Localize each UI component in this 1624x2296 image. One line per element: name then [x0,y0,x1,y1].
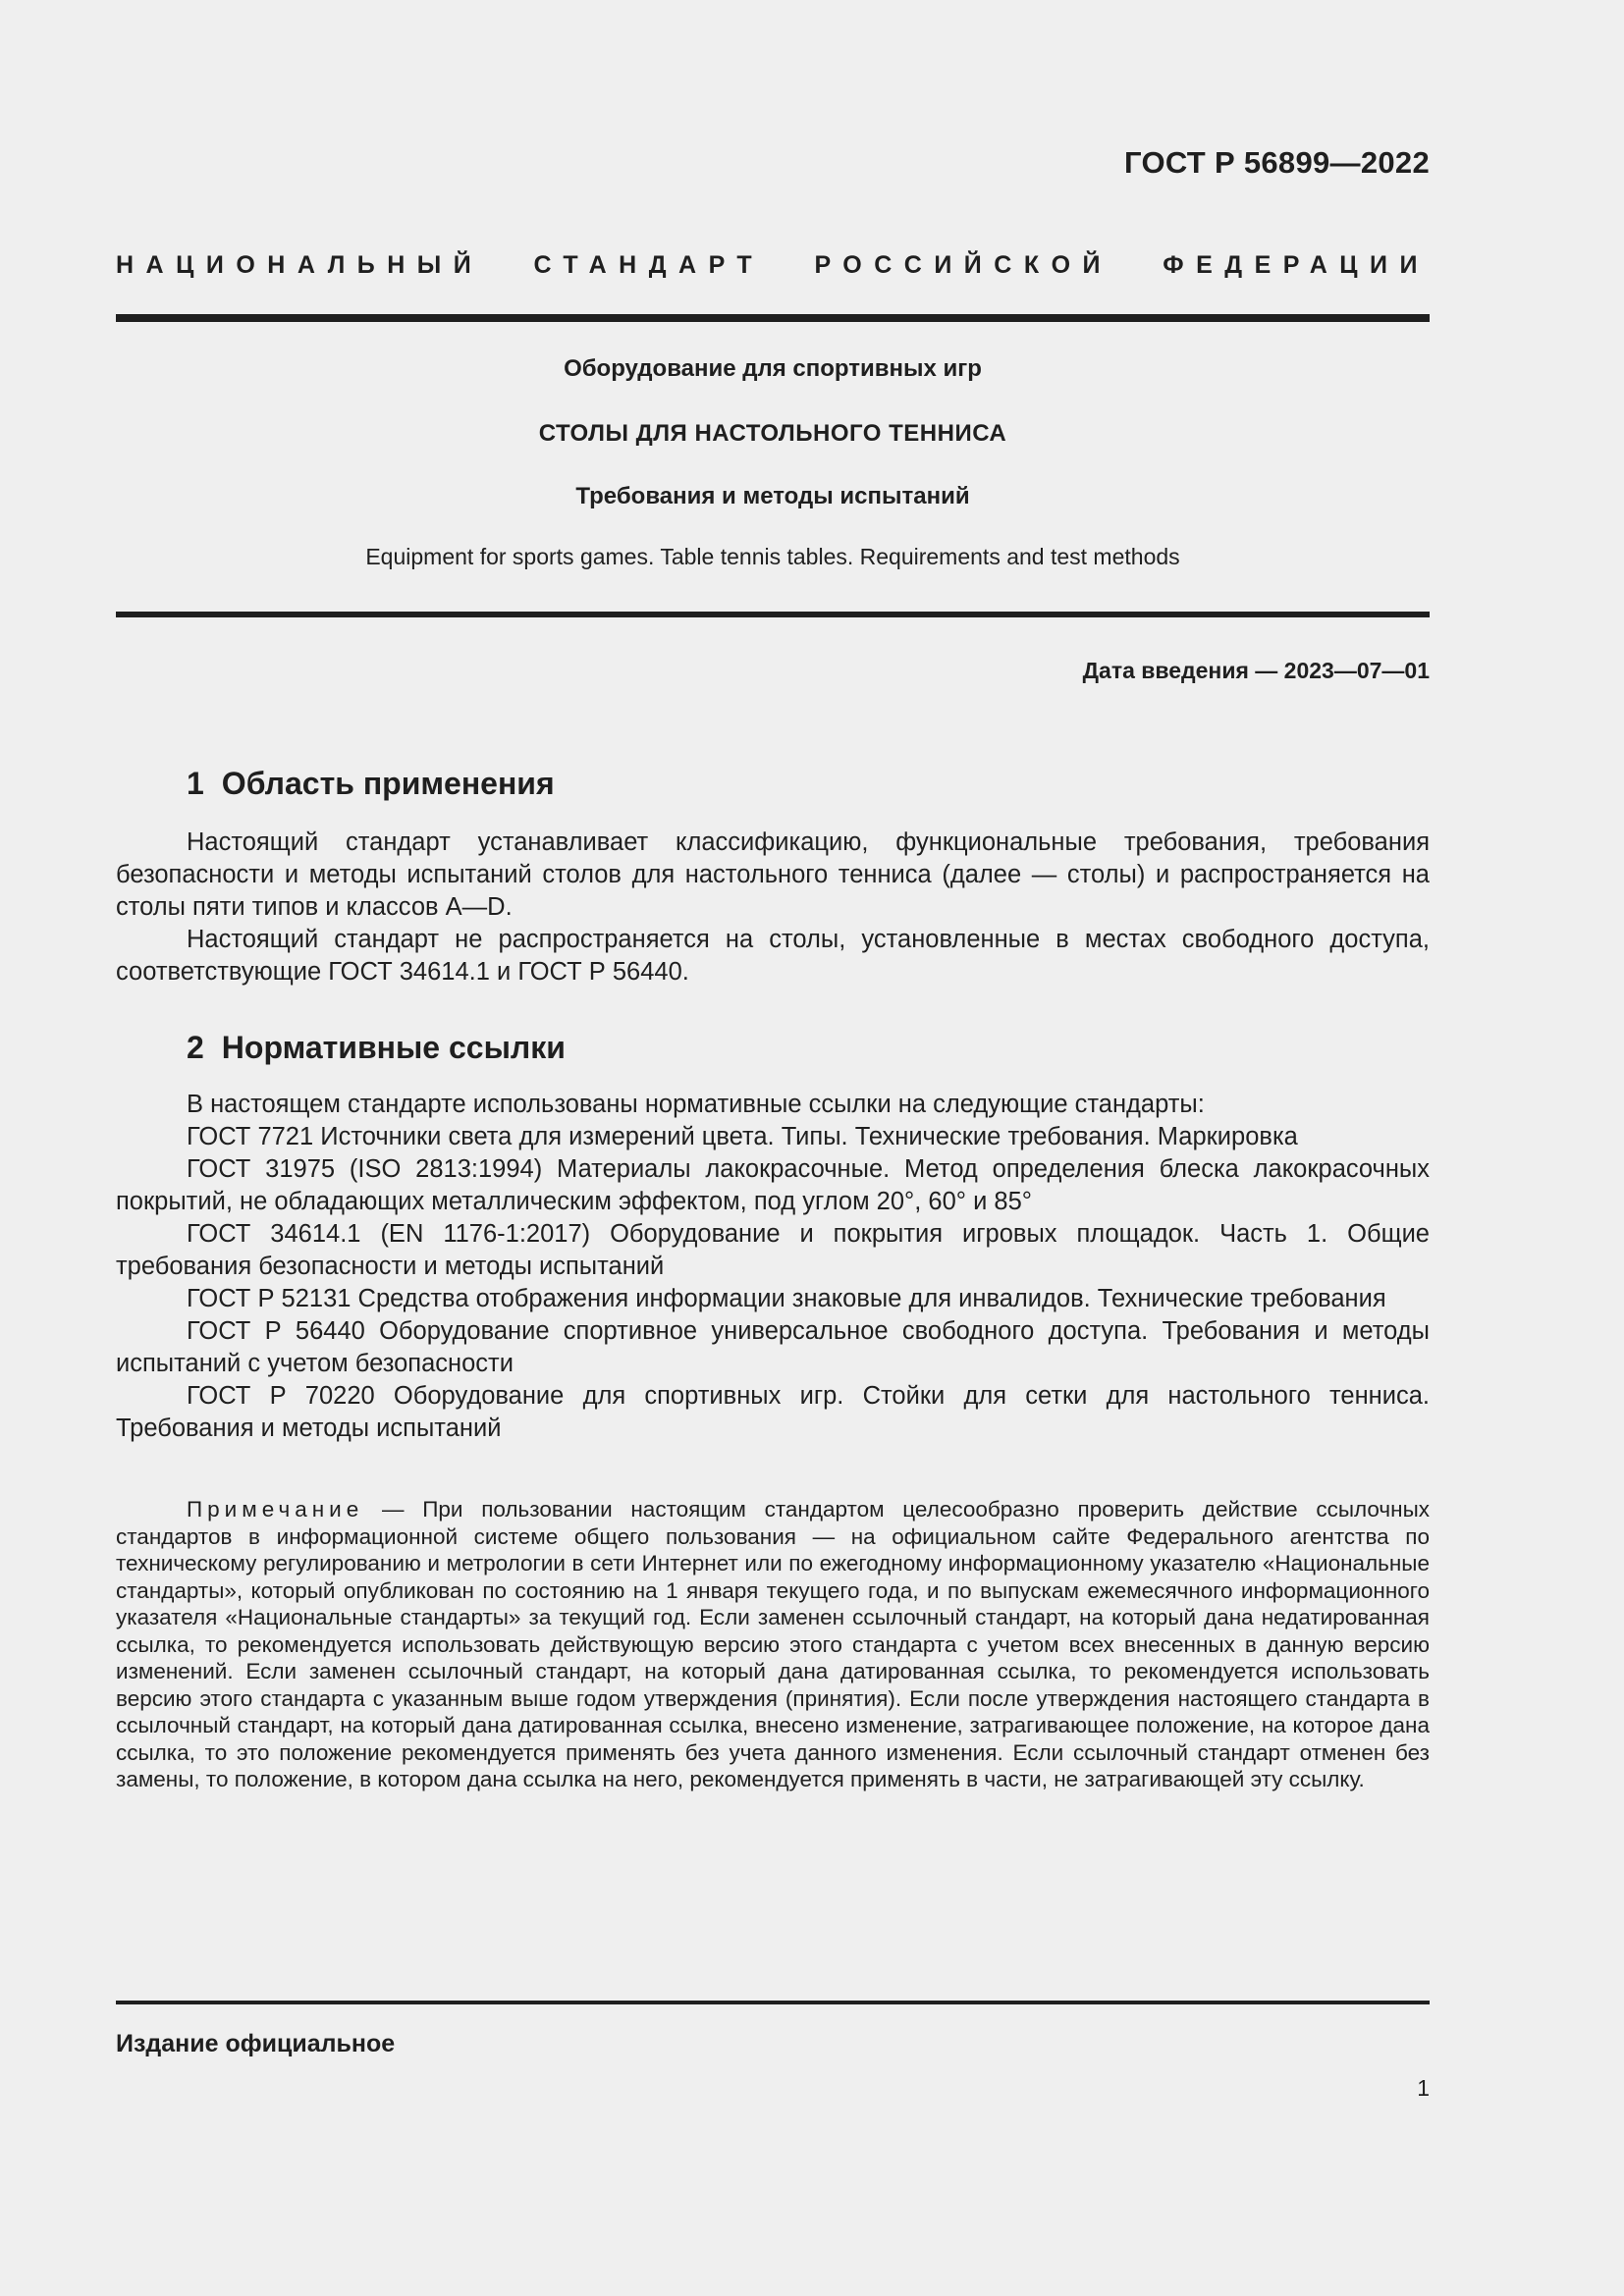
national-standard-banner: НАЦИОНАЛЬНЫЙ СТАНДАРТ РОССИЙСКОЙ ФЕДЕРАЦИИ [116,251,1430,279]
paragraph: Настоящий стандарт устанавливает классификацию, функциональные требования, требования безопасности и методы испытаний столов для настольного тенниса (далее — столы) и распространяется на столы пяти типов и классов A—D. [116,828,1430,921]
standard-category: Оборудование для спортивных игр [564,355,982,382]
reference-item: ГОСТ 7721 Источники света для измерений цвета. Типы. Технические требования. Маркировка [187,1123,1298,1150]
edition-label: Издание официальное [116,2030,396,2057]
section-heading-scope [187,766,555,802]
section-title: Область применения [221,766,555,801]
section-number: 2 [187,1030,204,1065]
document-title: СТОЛЫ ДЛЯ НАСТОЛЬНОГО ТЕННИСА [538,420,1007,447]
reference-item: ГОСТ 31975 (ISO 2813:1994) Материалы лакокрасочные. Метод определения блеска лакокрасочных покрытий, не обладающих металлическим эффектом, под углом 20°, 60° и 85° [116,1155,1430,1215]
document-code: ГОСТ Р 56899—2022 [1124,145,1430,180]
title-divider [116,612,1430,617]
document-subtitle: Требования и методы испытаний [575,483,970,509]
page-number: 1 [1417,2075,1430,2101]
note-label: Примечание [187,1497,364,1522]
reference-item: ГОСТ Р 70220 Оборудование для спортивных игр. Стойки для сетки для настольного тенниса. Требования и методы испытаний [116,1382,1430,1442]
section-heading-references [187,1030,566,1066]
reference-note [116,1496,1430,1793]
english-title: Equipment for sports games. Table tennis tables. Requirements and test methods [365,544,1180,569]
section-body-scope [116,827,1430,988]
reference-item: ГОСТ Р 56440 Оборудование спортивное универсальное свободного доступа. Требования и методы испытаний с учетом безопасности [116,1317,1430,1377]
footer-divider [116,2001,1430,2004]
top-divider [116,314,1430,322]
note-text: — При пользовании настоящим стандартом целесообразно проверить действие ссылочных стандартов в информационной системе общего пользования — на официальном сайте Федерального агентства по техническому регулированию и метрологии в сети Интернет или по ежегодному информационному указателю «Национальные стандарты», который опубликован по состоянию на 1 января текущего года, и по выпускам ежемесячного информационного указателя «Национальные стандарты» за текущий год. Если заменен ссылочный стандарт, на который дана недатированная ссылка, то рекомендуется использовать действующую версию этого стандарта с учетом всех внесенных в данную версию изменений. Если заменен ссылочный стандарт, на который дана датированная ссылка, то рекомендуется использовать версию этого стандарта с указанным выше годом утверждения (принятия). Если после утверждения настоящего стандарта в ссылочный стандарт, на который дана датированная ссылка, внесено изменение, затрагивающее положение, на которое дана ссылка, то это положение рекомендуется применять без учета данного изменения. Если ссылочный стандарт отменен без замены, то положение, в котором дана ссылка на него, рекомендуется применять в части, не затрагивающей эту ссылку. [116,1497,1430,1791]
paragraph: В настоящем стандарте использованы нормативные ссылки на следующие стандарты: [187,1091,1205,1118]
section-title: Нормативные ссылки [221,1030,566,1065]
reference-item: ГОСТ 34614.1 (EN 1176-1:2017) Оборудование и покрытия игровых площадок. Часть 1. Общие требования безопасности и методы испытаний [116,1220,1430,1280]
introduction-date: Дата введения — 2023—07—01 [1082,658,1430,683]
reference-item: ГОСТ Р 52131 Средства отображения информации знаковые для инвалидов. Технические требования [187,1285,1386,1312]
section-number: 1 [187,766,204,801]
section-body-references [116,1089,1430,1445]
paragraph: Настоящий стандарт не распространяется на столы, установленные в местах свободного доступа, соответствующие ГОСТ 34614.1 и ГОСТ Р 56440. [116,926,1430,986]
